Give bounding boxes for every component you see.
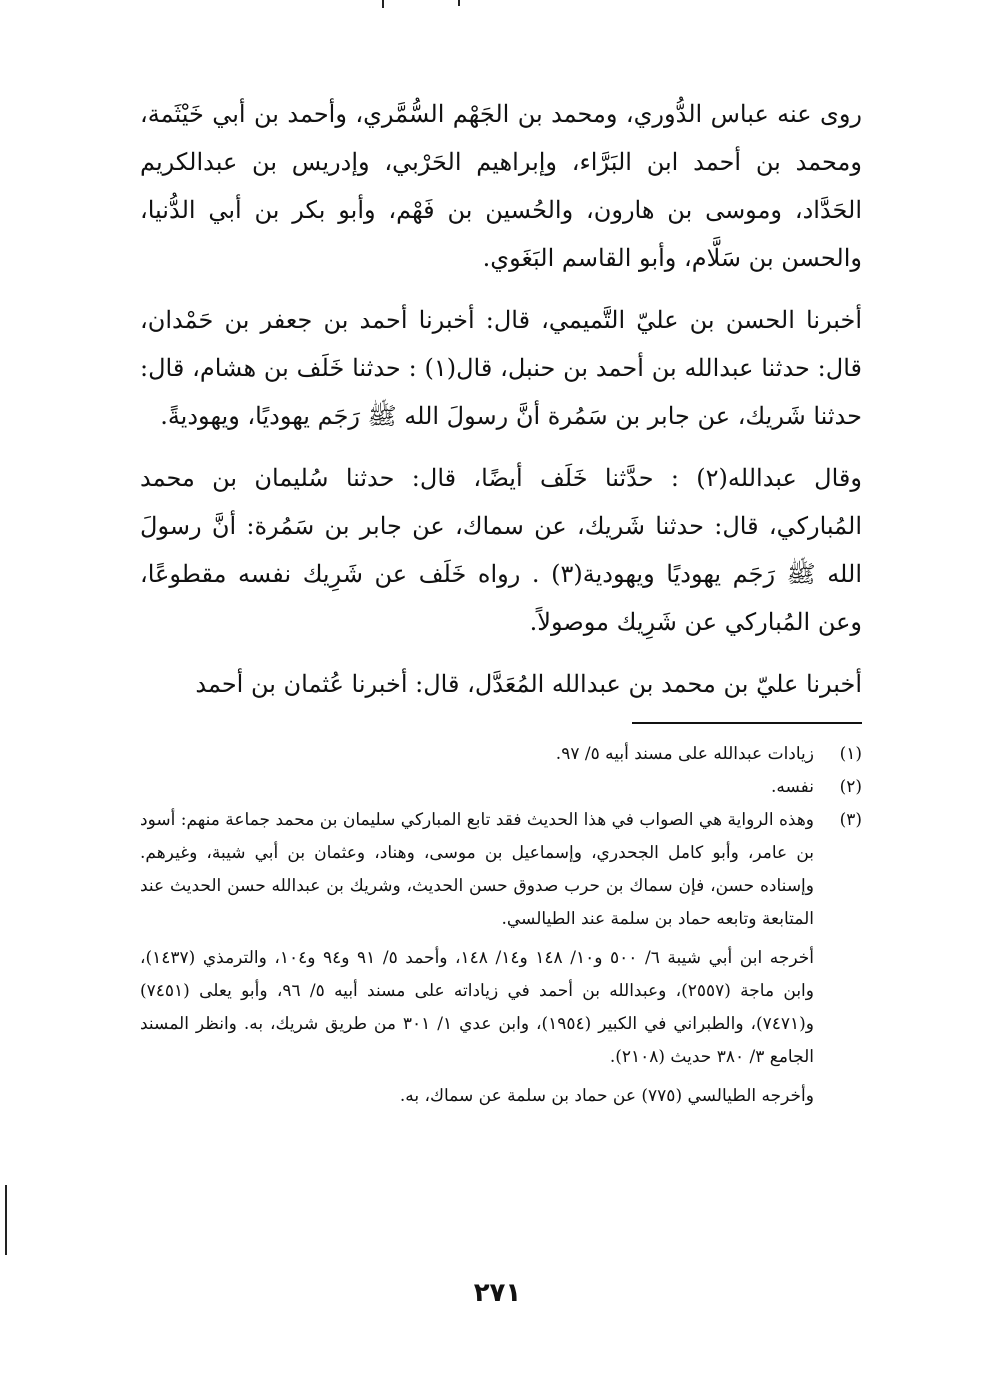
body-paragraph: روى عنه عباس الدُّوري، ومحمد بن الجَهْم السُّمَّري، وأحمد بن أبي خَيْثَمة، ومحمد بن أحمد ابن البَرَّاء، وإبراهيم الحَرْبي، وإدريس بن عبدالكريم الحَدَّاد، وموسى بن هارون، والحُسين بن فَهْم، وأبو بكر بن أبي الدُّنيا، والحسن بن سَلَّام، وأبو القاسم البَغَوي. — [140, 100, 862, 272]
footnote-number: (٢) — [839, 777, 862, 797]
scan-mark-top-left — [382, 0, 384, 8]
footnote — [140, 804, 862, 936]
footnotes — [140, 738, 862, 1113]
footnote-continuation: أخرجه ابن أبي شيبة ٦/ ٥٠٠ و١٠/ ١٤٨ و١٤/ ١٤٨، وأحمد ٥/ ٩١ و٩٤ و١٠٤، والترمذي (١٤٣٧)، وابن ماجة (٢٥٥٧)، وعبدالله بن أحمد في زياداته على مسند أبيه ٥/ ٩٦، وأبو يعلى (٧٤٥١) و(٧٤٧١)، والطبراني في الكبير (١٩٥٤)، وابن عدي ١/ ٣٠١ من طريق شريك، به. وانظر المسند الجامع ٣/ ٣٨٠ حديث (٢١٠٨). — [140, 948, 814, 1067]
body-paragraph: وقال عبدالله(٢) : حدَّثنا خَلَف أيضًا، قال: حدثنا سُليمان بن محمد المُباركي، قال: حدثنا شَريك، عن سماك، عن جابر بن سَمُرة: أنَّ رسولَ الله ﷺ رَجَم يهوديًا ويهودية(٣) . رواه خَلَف عن شَرِيك نفسه مقطوعًا، وعن المُباركي عن شَرِيك موصولاً. — [140, 464, 862, 636]
footnote-separator — [632, 722, 862, 724]
footnote-text: نفسه. — [770, 777, 814, 797]
footnote-text: زيادات عبدالله على مسند أبيه ٥/ ٩٧. — [555, 744, 814, 764]
footnote — [140, 771, 862, 804]
footnote-number: (٣) — [839, 810, 862, 830]
page-number: ٢٧١ — [473, 1278, 522, 1308]
footnote-number: (١) — [839, 744, 862, 764]
scan-mark-left-edge — [5, 1185, 7, 1255]
scan-mark-top-right — [458, 0, 460, 6]
footnote — [140, 738, 862, 771]
body-paragraph: أخبرنا الحسن بن عليّ التَّميمي، قال: أخبرنا أحمد بن جعفر بن حَمْدان، قال: حدثنا عبدالله بن أحمد بن حنبل، قال(١) : حدثنا خَلَف بن هشام، قال: حدثنا شَريك، عن جابر بن سَمُرة أنَّ رسولَ الله ﷺ رَجَم يهوديًا، ويهوديةً. — [140, 306, 862, 430]
body-paragraph: أخبرنا عليّ بن محمد بن عبدالله المُعَدَّل، قال: أخبرنا عُثمان بن أحمد — [195, 670, 862, 698]
main-text — [140, 90, 862, 1113]
footnote-continuation: وأخرجه الطيالسي (٧٧٥) عن حماد بن سلمة عن سماك، به. — [399, 1086, 814, 1106]
footnote-text: وهذه الرواية هي الصواب في هذا الحديث فقد تابع المباركي سليمان بن محمد جماعة منهم: أسود بن عامر، وأبو كامل الجحدري، وإسماعيل بن موسى، وهناد، وعثمان بن أبي شيبة، وغيرهم. وإسناده حسن، فإن سماك بن حرب صدوق حسن الحديث، وشريك بن عبدالله حسن الحديث عند المتابعة وتابعه حماد بن سلمة عند الطيالسي. — [140, 810, 814, 929]
